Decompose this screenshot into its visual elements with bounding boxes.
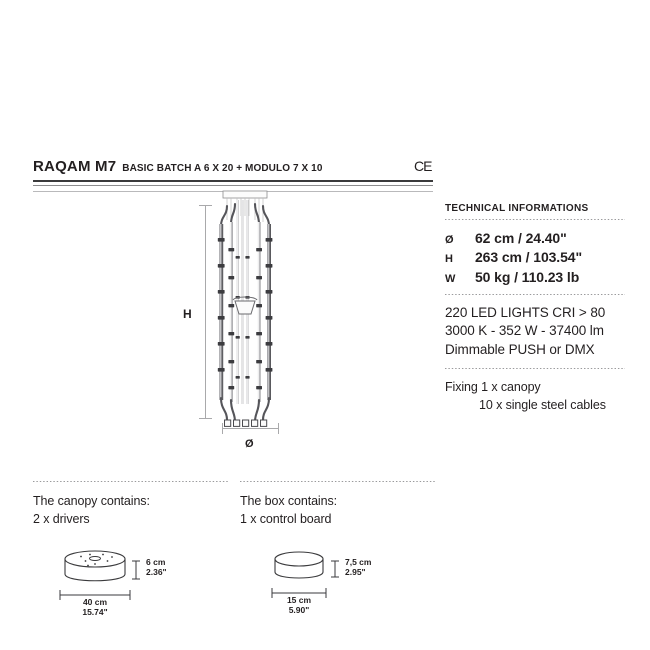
spec-row-height	[445, 248, 625, 266]
divider-dotted	[33, 481, 229, 482]
canopy-panel	[33, 481, 229, 617]
spec-symbol-height: H	[445, 253, 453, 266]
page-title: RAQAM M7	[33, 158, 117, 175]
lighting-specs	[445, 304, 625, 359]
lighting-line-power: 3000 K - 352 W - 37400 lm	[445, 323, 604, 339]
technical-information-panel	[445, 203, 625, 414]
box-height-caption	[345, 557, 371, 578]
canopy-width-cm: 40 cm	[82, 596, 108, 607]
diameter-dimension-line	[222, 428, 279, 429]
bottom-splay	[221, 398, 269, 422]
spec-symbol-weight: W	[445, 272, 456, 285]
height-dimension-line	[205, 205, 206, 419]
fixing-line-canopy: Fixing 1 x canopy	[445, 379, 541, 394]
canopy-plate	[223, 191, 267, 198]
box-panel	[240, 481, 436, 617]
technical-information-title: TECHNICAL INFORMATIONS	[445, 203, 589, 214]
fixing-specs	[445, 378, 625, 414]
height-dimension-cap-bottom	[199, 418, 212, 419]
product-header	[33, 158, 433, 178]
height-dimension-label: H	[183, 307, 192, 321]
box-width-caption	[277, 595, 321, 616]
canopy-panel-heading: The canopy contains:	[33, 494, 150, 508]
canopy-figure	[33, 539, 229, 617]
canopy-disc-drawing	[33, 539, 229, 617]
control-board-disc-drawing	[240, 539, 436, 617]
spec-list	[445, 229, 625, 286]
canopy-height-caption	[146, 557, 167, 578]
spec-value-height: 263 cm / 103.54"	[475, 249, 583, 266]
bottom-terminals	[225, 420, 267, 426]
canopy-width-in: 15.74"	[82, 606, 108, 617]
diameter-dimension-cap-left	[222, 423, 223, 434]
product-subtitle: BASIC BATCH A 6 X 20 + MODULO 7 X 10	[122, 163, 323, 174]
header-rule-thick	[33, 180, 433, 182]
spec-row-diameter	[445, 229, 625, 247]
lighting-line-leds: 220 LED LIGHTS CRI > 80	[445, 304, 606, 320]
canopy-height-in: 2.36"	[146, 566, 167, 577]
divider-dotted	[445, 219, 625, 220]
lighting-line-dimmable: Dimmable PUSH or DMX	[445, 341, 595, 357]
chandelier-drawing	[175, 186, 315, 436]
diameter-dimension-cap-right	[278, 423, 279, 434]
spec-value-weight: 50 kg / 110.23 lb	[475, 268, 580, 285]
height-dimension-cap-top	[199, 205, 212, 206]
box-height-cm: 7,5 cm	[345, 556, 372, 567]
divider-dotted	[445, 368, 625, 369]
box-width-in: 5.90"	[288, 604, 310, 615]
ce-mark-icon: CE	[414, 158, 432, 174]
canopy-panel-contents: 2 x drivers	[33, 511, 90, 526]
box-panel-heading: The box contains:	[240, 494, 337, 508]
box-height-in: 2.95"	[345, 566, 366, 577]
box-width-cm: 15 cm	[286, 594, 312, 605]
divider-dotted	[240, 481, 436, 482]
spec-value-diameter: 62 cm / 24.40"	[475, 230, 567, 246]
product-illustration	[175, 186, 315, 436]
spec-symbol-diameter: Ø	[445, 234, 454, 246]
fixing-line-cables: 10 x single steel cables	[479, 398, 606, 413]
canopy-height-cm: 6 cm	[146, 556, 166, 567]
box-panel-contents: 1 x control board	[240, 511, 332, 526]
spec-row-weight	[445, 268, 625, 286]
canopy-width-caption	[73, 597, 117, 618]
diameter-dimension-label: Ø	[245, 438, 254, 450]
box-figure	[240, 539, 436, 617]
divider-dotted	[445, 294, 625, 295]
